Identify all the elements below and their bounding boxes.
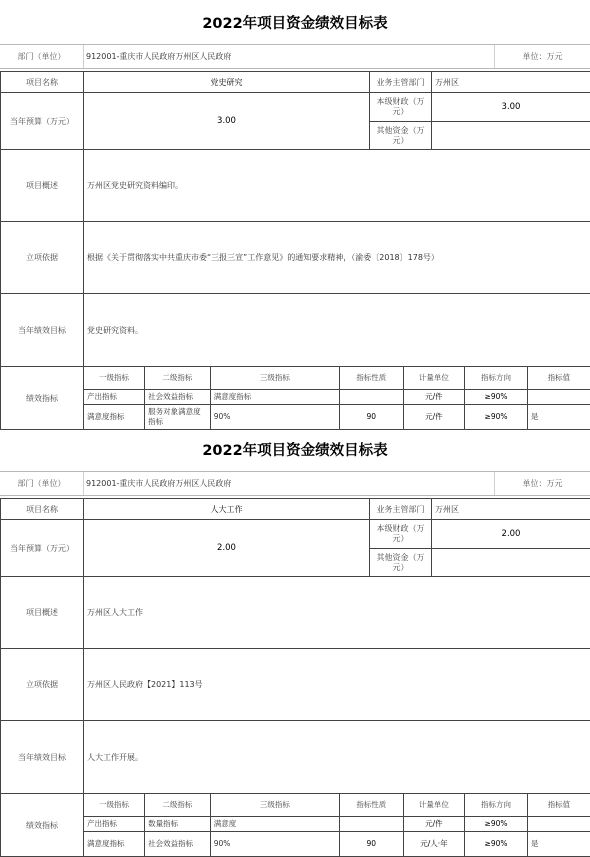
header-cell: 二级指标	[145, 794, 211, 816]
table-cell: 元/件	[403, 389, 465, 404]
table-cell: 90	[340, 831, 404, 856]
table-cell: ≥90%	[465, 831, 528, 856]
project-name-label: 项目名称	[1, 499, 84, 520]
header-cell: 一级指标	[84, 794, 145, 816]
table-cell: 满意度指标	[84, 831, 145, 856]
other-label: 其他资金（万元）	[370, 122, 432, 150]
dept-value: 万州区	[432, 499, 590, 520]
money-unit: 单位：万元	[494, 472, 590, 495]
indicator-cell	[84, 794, 590, 857]
header-cell: 二级指标	[145, 367, 211, 389]
goal-text: 人大工作开展。	[84, 721, 590, 794]
form-table	[0, 498, 590, 857]
project-name-label: 项目名称	[1, 72, 84, 93]
table-cell: 90%	[210, 831, 339, 856]
header-cell: 指标值	[527, 794, 590, 816]
overview-label: 项目概述	[1, 577, 84, 649]
money-unit: 单位：万元	[494, 45, 590, 68]
table-cell: ≥90%	[465, 389, 528, 404]
table-cell: 满意度	[210, 816, 339, 831]
table-cell: 社会效益指标	[145, 389, 211, 404]
header-cell: 指标方向	[465, 367, 528, 389]
unit-value: 912001-重庆市人民政府万州区人民政府	[86, 45, 231, 68]
table-cell: 社会效益指标	[145, 831, 211, 856]
basis-text: 万州区人民政府【2021】113号	[84, 649, 590, 721]
header-cell: 计量单位	[403, 794, 465, 816]
table-cell: ≥90%	[465, 816, 528, 831]
unit-label: 部门（单位）	[0, 472, 84, 495]
table-cell	[340, 389, 404, 404]
header-cell: 三级指标	[210, 794, 339, 816]
overview-label: 项目概述	[1, 150, 84, 222]
table-cell: 满意度指标	[210, 389, 339, 404]
goal-text: 党史研究资料。	[84, 294, 590, 367]
header-cell: 一级指标	[84, 367, 145, 389]
table-cell: 元/件	[403, 404, 465, 429]
other-value	[432, 549, 590, 577]
table-cell: 产出指标	[84, 816, 145, 831]
header-cell: 三级指标	[210, 367, 339, 389]
fiscal-value: 2.00	[432, 520, 590, 549]
fiscal-value: 3.00	[432, 93, 590, 122]
unit-row	[0, 471, 590, 496]
header-cell: 指标性质	[340, 794, 404, 816]
table-cell: 元/件	[403, 816, 465, 831]
table-cell: 服务对象满意度指标	[145, 404, 211, 429]
table-row	[84, 831, 590, 856]
budget-label: 当年预算（万元）	[1, 520, 84, 577]
table-cell: 90	[340, 404, 404, 429]
budget-total: 3.00	[84, 93, 370, 150]
header-cell: 指标方向	[465, 794, 528, 816]
goal-label: 当年绩效目标	[1, 721, 84, 794]
overview-text: 万州区党史研究资料编印。	[84, 150, 590, 222]
budget-label: 当年预算（万元）	[1, 93, 84, 150]
dept-label: 业务主管部门	[370, 72, 432, 93]
other-value	[432, 122, 590, 150]
fiscal-label: 本级财政（万元）	[370, 520, 432, 549]
table-cell: 是	[527, 831, 590, 856]
table-cell: 元/人·年	[403, 831, 465, 856]
budget-total: 2.00	[84, 520, 370, 577]
table-cell: 产出指标	[84, 389, 145, 404]
indicator-table	[84, 367, 590, 429]
goal-label: 当年绩效目标	[1, 294, 84, 367]
indicator-cell	[84, 367, 590, 430]
project-name: 党史研究	[84, 72, 370, 93]
table-row	[84, 816, 590, 831]
header-cell: 指标值	[527, 367, 590, 389]
table-cell	[527, 816, 590, 831]
table-cell	[340, 816, 404, 831]
unit-value: 912001-重庆市人民政府万州区人民政府	[86, 472, 231, 495]
dept-value: 万州区	[432, 72, 590, 93]
dept-label: 业务主管部门	[370, 499, 432, 520]
table-cell: 数量指标	[145, 816, 211, 831]
form-table	[0, 71, 590, 430]
basis-label: 立项依据	[1, 222, 84, 294]
table-cell: 是	[527, 404, 590, 429]
fiscal-label: 本级财政（万元）	[370, 93, 432, 122]
table-row	[84, 404, 590, 429]
table-cell: 满意度指标	[84, 404, 145, 429]
basis-text: 根据《关于贯彻落实中共重庆市委“三报三宣”工作意见》的通知要求精神，（渝委〔2018〕178号）	[84, 222, 590, 294]
overview-text: 万州区人大工作	[84, 577, 590, 649]
form-title: 2022年项目资金绩效目标表	[0, 0, 590, 44]
unit-label: 部门（单位）	[0, 45, 84, 68]
table-cell: ≥90%	[465, 404, 528, 429]
indicator-label: 绩效指标	[1, 794, 84, 857]
other-label: 其他资金（万元）	[370, 549, 432, 577]
table-cell: 90%	[210, 404, 339, 429]
header-cell: 指标性质	[340, 367, 404, 389]
project-name: 人大工作	[84, 499, 370, 520]
header-cell: 计量单位	[403, 367, 465, 389]
form-title: 2022年项目资金绩效目标表	[0, 427, 590, 471]
table-cell	[527, 389, 590, 404]
unit-row	[0, 44, 590, 69]
table-row	[84, 389, 590, 404]
basis-label: 立项依据	[1, 649, 84, 721]
indicator-label: 绩效指标	[1, 367, 84, 430]
performance-form-2	[0, 427, 590, 857]
